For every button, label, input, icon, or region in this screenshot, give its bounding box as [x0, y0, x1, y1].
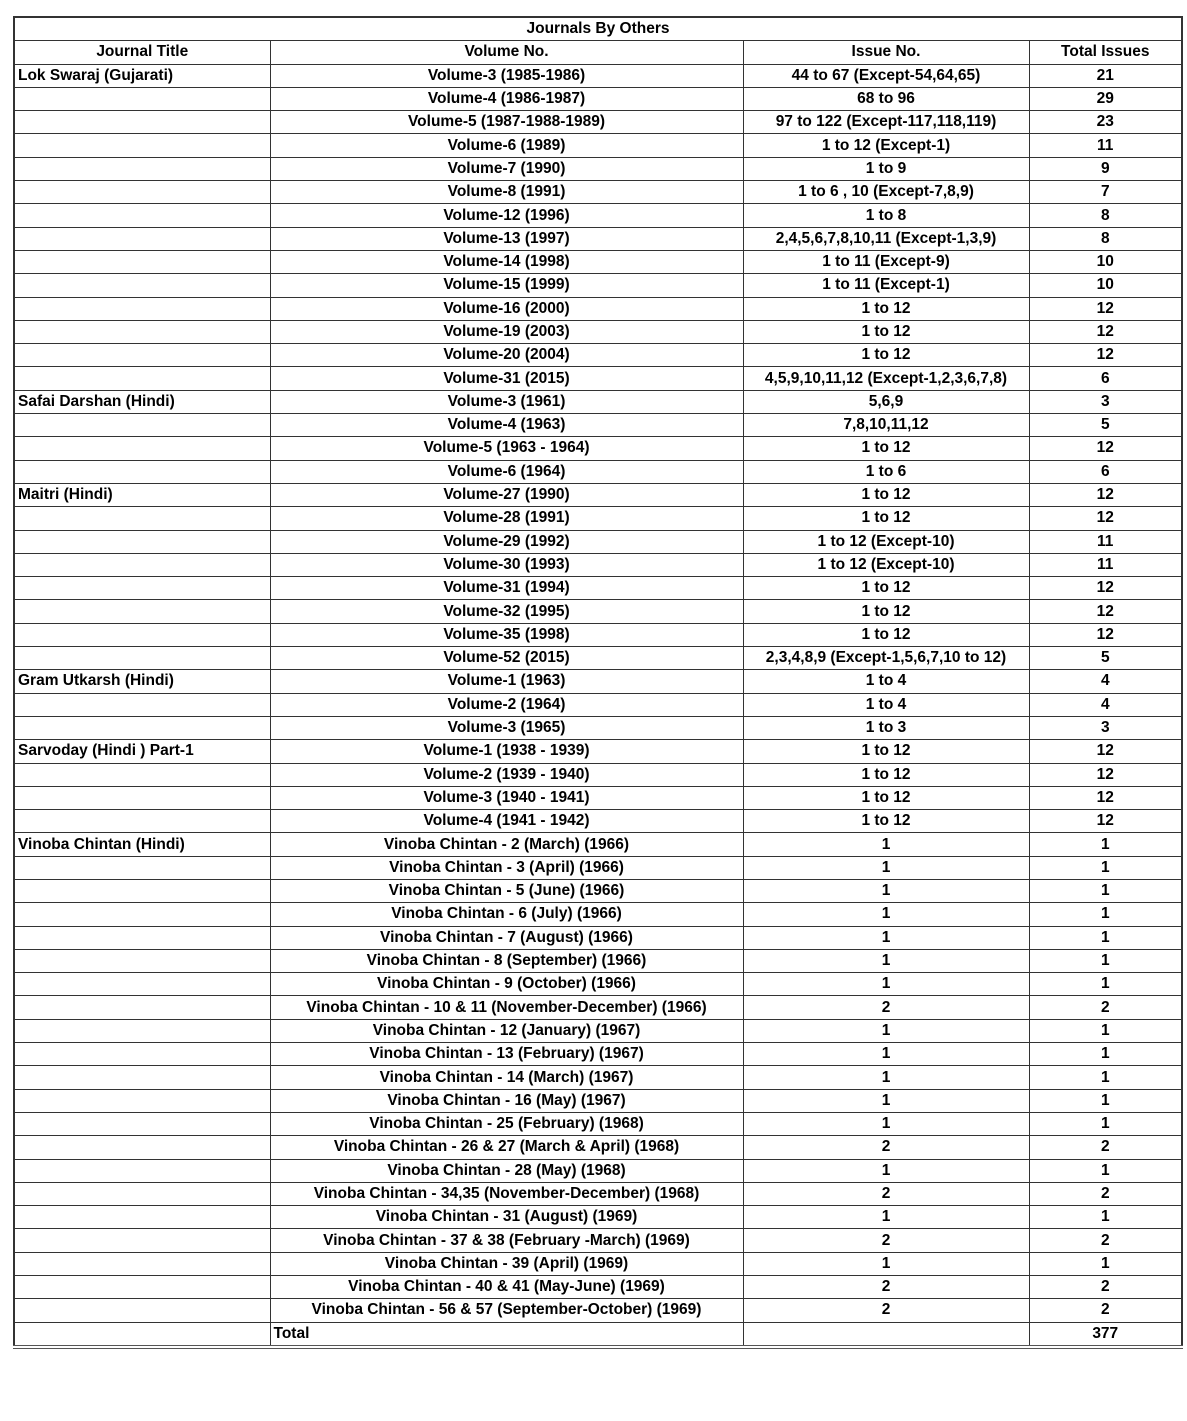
issue-cell: 1: [743, 949, 1029, 972]
journal-title-cell: Safai Darshan (Hindi): [14, 390, 270, 413]
journal-title-cell: [14, 623, 270, 646]
total-issues-cell: 2: [1029, 1229, 1182, 1252]
journal-title-cell: [14, 786, 270, 809]
journal-title-cell: Lok Swaraj (Gujarati): [14, 64, 270, 87]
volume-cell: Vinoba Chintan - 25 (February) (1968): [270, 1112, 743, 1135]
table-row: [14, 157, 1182, 180]
volume-cell: Vinoba Chintan - 39 (April) (1969): [270, 1252, 743, 1275]
journal-title-cell: [14, 879, 270, 902]
journal-title-cell: [14, 1066, 270, 1089]
header-row: [14, 41, 1182, 64]
total-row: [14, 1322, 1182, 1347]
table-row: [14, 879, 1182, 902]
volume-cell: Volume-31 (1994): [270, 577, 743, 600]
issue-cell: 1 to 12 (Except-1): [743, 134, 1029, 157]
journal-title-cell: [14, 507, 270, 530]
total-issues-cell: 1: [1029, 833, 1182, 856]
volume-cell: Volume-14 (1998): [270, 250, 743, 273]
issue-cell: 1 to 12: [743, 600, 1029, 623]
volume-cell: Volume-3 (1985-1986): [270, 64, 743, 87]
total-issues-cell: 1: [1029, 1066, 1182, 1089]
issue-cell: 1 to 4: [743, 670, 1029, 693]
total-issues-cell: 12: [1029, 320, 1182, 343]
table-row: [14, 553, 1182, 576]
total-issues-cell: 12: [1029, 483, 1182, 506]
journal-title-cell: [14, 1206, 270, 1229]
volume-cell: Volume-20 (2004): [270, 344, 743, 367]
total-issues-cell: 2: [1029, 1182, 1182, 1205]
journal-title-cell: [14, 227, 270, 250]
journal-title-cell: [14, 763, 270, 786]
issue-cell: 2: [743, 1182, 1029, 1205]
total-issues-cell: 1: [1029, 1019, 1182, 1042]
total-issues-cell: 10: [1029, 250, 1182, 273]
issue-cell: 1: [743, 856, 1029, 879]
total-issues-cell: 23: [1029, 111, 1182, 134]
journal-title-cell: Sarvoday (Hindi ) Part-1: [14, 740, 270, 763]
table-row: [14, 996, 1182, 1019]
total-row-issue-cell: [743, 1322, 1029, 1347]
issue-cell: 1: [743, 1019, 1029, 1042]
volume-cell: Volume-4 (1963): [270, 414, 743, 437]
volume-cell: Volume-3 (1961): [270, 390, 743, 413]
total-issues-cell: 1: [1029, 1252, 1182, 1275]
issue-cell: 1: [743, 1043, 1029, 1066]
issue-cell: 1 to 12 (Except-10): [743, 553, 1029, 576]
total-issues-cell: 2: [1029, 1299, 1182, 1322]
volume-cell: Vinoba Chintan - 31 (August) (1969): [270, 1206, 743, 1229]
journal-title-cell: [14, 87, 270, 110]
table-row: [14, 786, 1182, 809]
total-issues-cell: 12: [1029, 344, 1182, 367]
table-row: [14, 1299, 1182, 1322]
table-row: [14, 1206, 1182, 1229]
issue-cell: 7,8,10,11,12: [743, 414, 1029, 437]
header-total-issues: Total Issues: [1029, 41, 1182, 64]
volume-cell: Volume-1 (1963): [270, 670, 743, 693]
table-row: [14, 134, 1182, 157]
table-row: [14, 1066, 1182, 1089]
issue-cell: 2: [743, 1136, 1029, 1159]
volume-cell: Vinoba Chintan - 34,35 (November-December) (1968): [270, 1182, 743, 1205]
total-value: 377: [1029, 1322, 1182, 1347]
table-row: [14, 367, 1182, 390]
total-issues-cell: 1: [1029, 856, 1182, 879]
volume-cell: Vinoba Chintan - 12 (January) (1967): [270, 1019, 743, 1042]
table-row: [14, 1043, 1182, 1066]
total-row-empty-cell: [14, 1322, 270, 1347]
table-row: [14, 274, 1182, 297]
journal-title-cell: [14, 693, 270, 716]
issue-cell: 1: [743, 1252, 1029, 1275]
volume-cell: Vinoba Chintan - 3 (April) (1966): [270, 856, 743, 879]
issue-cell: 2: [743, 1229, 1029, 1252]
journals-table: [13, 16, 1183, 1349]
volume-cell: Volume-29 (1992): [270, 530, 743, 553]
issue-cell: 2: [743, 1276, 1029, 1299]
volume-cell: Volume-15 (1999): [270, 274, 743, 297]
total-issues-cell: 8: [1029, 227, 1182, 250]
journal-title-cell: [14, 1276, 270, 1299]
total-issues-cell: 7: [1029, 181, 1182, 204]
total-issues-cell: 1: [1029, 1112, 1182, 1135]
total-issues-cell: 1: [1029, 1043, 1182, 1066]
volume-cell: Vinoba Chintan - 5 (June) (1966): [270, 879, 743, 902]
table-row: [14, 320, 1182, 343]
table-row: [14, 810, 1182, 833]
table-row: [14, 973, 1182, 996]
journal-title-cell: [14, 157, 270, 180]
header-issue-no: Issue No.: [743, 41, 1029, 64]
volume-cell: Volume-2 (1939 - 1940): [270, 763, 743, 786]
table-row: [14, 390, 1182, 413]
issue-cell: 1 to 4: [743, 693, 1029, 716]
table-row: [14, 483, 1182, 506]
volume-cell: Vinoba Chintan - 7 (August) (1966): [270, 926, 743, 949]
journal-title-cell: [14, 344, 270, 367]
table-row: [14, 763, 1182, 786]
total-issues-cell: 12: [1029, 507, 1182, 530]
journal-title-cell: [14, 856, 270, 879]
table-row: [14, 1136, 1182, 1159]
total-issues-cell: 3: [1029, 390, 1182, 413]
volume-cell: Volume-35 (1998): [270, 623, 743, 646]
issue-cell: 1 to 8: [743, 204, 1029, 227]
table-row: [14, 344, 1182, 367]
total-issues-cell: 21: [1029, 64, 1182, 87]
total-issues-cell: 12: [1029, 786, 1182, 809]
issue-cell: 2,3,4,8,9 (Except-1,5,6,7,10 to 12): [743, 647, 1029, 670]
journal-title-cell: [14, 553, 270, 576]
volume-cell: Volume-13 (1997): [270, 227, 743, 250]
issue-cell: 1 to 12: [743, 623, 1029, 646]
total-issues-cell: 1: [1029, 1089, 1182, 1112]
journal-title-cell: [14, 1182, 270, 1205]
table-row: [14, 647, 1182, 670]
table-row: [14, 1229, 1182, 1252]
table-row: [14, 903, 1182, 926]
issue-cell: 97 to 122 (Except-117,118,119): [743, 111, 1029, 134]
journal-title-cell: [14, 1159, 270, 1182]
journal-title-cell: [14, 647, 270, 670]
journal-title-cell: [14, 810, 270, 833]
table-body: [14, 64, 1182, 1322]
table-row: [14, 530, 1182, 553]
journal-title-cell: [14, 1252, 270, 1275]
issue-cell: 1 to 12: [743, 437, 1029, 460]
volume-cell: Vinoba Chintan - 56 & 57 (September-October) (1969): [270, 1299, 743, 1322]
issue-cell: 1 to 12: [743, 483, 1029, 506]
total-issues-cell: 11: [1029, 553, 1182, 576]
volume-cell: Vinoba Chintan - 28 (May) (1968): [270, 1159, 743, 1182]
table-row: [14, 949, 1182, 972]
journal-title-cell: [14, 926, 270, 949]
journal-title-cell: [14, 1019, 270, 1042]
total-issues-cell: 9: [1029, 157, 1182, 180]
table-row: [14, 926, 1182, 949]
volume-cell: Volume-1 (1938 - 1939): [270, 740, 743, 763]
issue-cell: 1: [743, 879, 1029, 902]
volume-cell: Vinoba Chintan - 9 (October) (1966): [270, 973, 743, 996]
table-row: [14, 507, 1182, 530]
total-issues-cell: 1: [1029, 949, 1182, 972]
journal-title-cell: Maitri (Hindi): [14, 483, 270, 506]
issue-cell: 1: [743, 1206, 1029, 1229]
issue-cell: 68 to 96: [743, 87, 1029, 110]
total-issues-cell: 11: [1029, 530, 1182, 553]
total-issues-cell: 5: [1029, 647, 1182, 670]
journal-title-cell: [14, 600, 270, 623]
issue-cell: 1 to 12: [743, 577, 1029, 600]
journal-title-cell: [14, 1043, 270, 1066]
journal-title-cell: [14, 530, 270, 553]
total-issues-cell: 2: [1029, 1276, 1182, 1299]
table-row: [14, 181, 1182, 204]
total-issues-cell: 2: [1029, 996, 1182, 1019]
table-row: [14, 437, 1182, 460]
issue-cell: 1 to 9: [743, 157, 1029, 180]
total-issues-cell: 6: [1029, 367, 1182, 390]
table-row: [14, 297, 1182, 320]
total-issues-cell: 8: [1029, 204, 1182, 227]
header-journal-title: Journal Title: [14, 41, 270, 64]
journal-title-cell: Vinoba Chintan (Hindi): [14, 833, 270, 856]
volume-cell: Vinoba Chintan - 14 (March) (1967): [270, 1066, 743, 1089]
volume-cell: Volume-3 (1965): [270, 716, 743, 739]
journal-title-cell: [14, 460, 270, 483]
total-issues-cell: 1: [1029, 1206, 1182, 1229]
total-issues-cell: 12: [1029, 763, 1182, 786]
volume-cell: Vinoba Chintan - 13 (February) (1967): [270, 1043, 743, 1066]
volume-cell: Volume-19 (2003): [270, 320, 743, 343]
table-row: [14, 1019, 1182, 1042]
journal-title-cell: [14, 716, 270, 739]
journal-title-cell: [14, 577, 270, 600]
table-row: [14, 460, 1182, 483]
table-row: [14, 111, 1182, 134]
table-row: [14, 693, 1182, 716]
total-issues-cell: 12: [1029, 740, 1182, 763]
volume-cell: Volume-6 (1989): [270, 134, 743, 157]
table-row: [14, 87, 1182, 110]
issue-cell: 1 to 6 , 10 (Except-7,8,9): [743, 181, 1029, 204]
journal-title-cell: [14, 181, 270, 204]
issue-cell: 1 to 3: [743, 716, 1029, 739]
volume-cell: Volume-2 (1964): [270, 693, 743, 716]
journal-title-cell: [14, 204, 270, 227]
table-row: [14, 856, 1182, 879]
journal-title-cell: [14, 414, 270, 437]
total-issues-cell: 12: [1029, 600, 1182, 623]
volume-cell: Vinoba Chintan - 16 (May) (1967): [270, 1089, 743, 1112]
table-row: [14, 716, 1182, 739]
volume-cell: Volume-7 (1990): [270, 157, 743, 180]
issue-cell: 44 to 67 (Except-54,64,65): [743, 64, 1029, 87]
table-row: [14, 414, 1182, 437]
total-issues-cell: 1: [1029, 973, 1182, 996]
journal-title-cell: [14, 367, 270, 390]
volume-cell: Volume-12 (1996): [270, 204, 743, 227]
table-row: [14, 623, 1182, 646]
total-issues-cell: 11: [1029, 134, 1182, 157]
issue-cell: 1: [743, 1089, 1029, 1112]
issue-cell: 1: [743, 1112, 1029, 1135]
table-row: [14, 833, 1182, 856]
table-title-row: [14, 17, 1182, 41]
total-issues-cell: 2: [1029, 1136, 1182, 1159]
total-issues-cell: 10: [1029, 274, 1182, 297]
issue-cell: 1 to 11 (Except-1): [743, 274, 1029, 297]
table-row: [14, 1276, 1182, 1299]
volume-cell: Volume-8 (1991): [270, 181, 743, 204]
table-row: [14, 64, 1182, 87]
issue-cell: 1 to 12: [743, 810, 1029, 833]
journal-title-cell: [14, 1299, 270, 1322]
journal-title-cell: [14, 250, 270, 273]
journal-title-cell: [14, 1136, 270, 1159]
volume-cell: Volume-31 (2015): [270, 367, 743, 390]
table-row: [14, 204, 1182, 227]
journal-title-cell: [14, 1112, 270, 1135]
volume-cell: Vinoba Chintan - 8 (September) (1966): [270, 949, 743, 972]
volume-cell: Volume-3 (1940 - 1941): [270, 786, 743, 809]
journal-title-cell: [14, 437, 270, 460]
total-issues-cell: 12: [1029, 623, 1182, 646]
issue-cell: 2: [743, 996, 1029, 1019]
volume-cell: Vinoba Chintan - 26 & 27 (March & April) (1968): [270, 1136, 743, 1159]
volume-cell: Volume-4 (1941 - 1942): [270, 810, 743, 833]
total-issues-cell: 6: [1029, 460, 1182, 483]
table-row: [14, 670, 1182, 693]
header-volume-no: Volume No.: [270, 41, 743, 64]
journal-title-cell: [14, 1089, 270, 1112]
issue-cell: 2: [743, 1299, 1029, 1322]
total-issues-cell: 5: [1029, 414, 1182, 437]
issue-cell: 1: [743, 1066, 1029, 1089]
volume-cell: Volume-30 (1993): [270, 553, 743, 576]
issue-cell: 1: [743, 973, 1029, 996]
table-title: Journals By Others: [14, 17, 1182, 41]
issue-cell: 1 to 11 (Except-9): [743, 250, 1029, 273]
total-label: Total: [270, 1322, 743, 1347]
issue-cell: 2,4,5,6,7,8,10,11 (Except-1,3,9): [743, 227, 1029, 250]
volume-cell: Volume-4 (1986-1987): [270, 87, 743, 110]
issue-cell: 1 to 12: [743, 507, 1029, 530]
issue-cell: 1 to 12: [743, 763, 1029, 786]
volume-cell: Volume-27 (1990): [270, 483, 743, 506]
journal-title-cell: [14, 297, 270, 320]
journal-title-cell: [14, 903, 270, 926]
volume-cell: Vinoba Chintan - 37 & 38 (February -March) (1969): [270, 1229, 743, 1252]
journal-title-cell: [14, 320, 270, 343]
volume-cell: Volume-5 (1963 - 1964): [270, 437, 743, 460]
issue-cell: 1 to 12: [743, 344, 1029, 367]
volume-cell: Vinoba Chintan - 2 (March) (1966): [270, 833, 743, 856]
journal-title-cell: [14, 134, 270, 157]
journal-title-cell: [14, 274, 270, 297]
issue-cell: 1 to 12 (Except-10): [743, 530, 1029, 553]
total-issues-cell: 12: [1029, 437, 1182, 460]
total-issues-cell: 12: [1029, 810, 1182, 833]
issue-cell: 1: [743, 903, 1029, 926]
journal-title-cell: Gram Utkarsh (Hindi): [14, 670, 270, 693]
total-issues-cell: 4: [1029, 670, 1182, 693]
table-row: [14, 740, 1182, 763]
total-issues-cell: 3: [1029, 716, 1182, 739]
table-row: [14, 577, 1182, 600]
table-row: [14, 1252, 1182, 1275]
volume-cell: Volume-52 (2015): [270, 647, 743, 670]
issue-cell: 1 to 6: [743, 460, 1029, 483]
issue-cell: 1 to 12: [743, 320, 1029, 343]
volume-cell: Volume-16 (2000): [270, 297, 743, 320]
issue-cell: 1: [743, 1159, 1029, 1182]
issue-cell: 1 to 12: [743, 786, 1029, 809]
issue-cell: 5,6,9: [743, 390, 1029, 413]
total-issues-cell: 12: [1029, 577, 1182, 600]
table-row: [14, 1112, 1182, 1135]
table-row: [14, 600, 1182, 623]
total-issues-cell: 12: [1029, 297, 1182, 320]
journal-title-cell: [14, 1229, 270, 1252]
volume-cell: Vinoba Chintan - 10 & 11 (November-December) (1966): [270, 996, 743, 1019]
table-row: [14, 1089, 1182, 1112]
journal-title-cell: [14, 996, 270, 1019]
journal-title-cell: [14, 973, 270, 996]
total-issues-cell: 1: [1029, 879, 1182, 902]
total-issues-cell: 1: [1029, 1159, 1182, 1182]
volume-cell: Vinoba Chintan - 6 (July) (1966): [270, 903, 743, 926]
volume-cell: Volume-32 (1995): [270, 600, 743, 623]
total-issues-cell: 1: [1029, 926, 1182, 949]
volume-cell: Vinoba Chintan - 40 & 41 (May-June) (1969): [270, 1276, 743, 1299]
issue-cell: 1 to 12: [743, 740, 1029, 763]
issue-cell: 4,5,9,10,11,12 (Except-1,2,3,6,7,8): [743, 367, 1029, 390]
volume-cell: Volume-5 (1987-1988-1989): [270, 111, 743, 134]
table-row: [14, 227, 1182, 250]
table-row: [14, 1182, 1182, 1205]
journal-title-cell: [14, 949, 270, 972]
table-row: [14, 1159, 1182, 1182]
volume-cell: Volume-6 (1964): [270, 460, 743, 483]
table-row: [14, 250, 1182, 273]
journal-title-cell: [14, 111, 270, 134]
issue-cell: 1 to 12: [743, 297, 1029, 320]
issue-cell: 1: [743, 926, 1029, 949]
total-issues-cell: 1: [1029, 903, 1182, 926]
total-issues-cell: 4: [1029, 693, 1182, 716]
issue-cell: 1: [743, 833, 1029, 856]
volume-cell: Volume-28 (1991): [270, 507, 743, 530]
total-issues-cell: 29: [1029, 87, 1182, 110]
